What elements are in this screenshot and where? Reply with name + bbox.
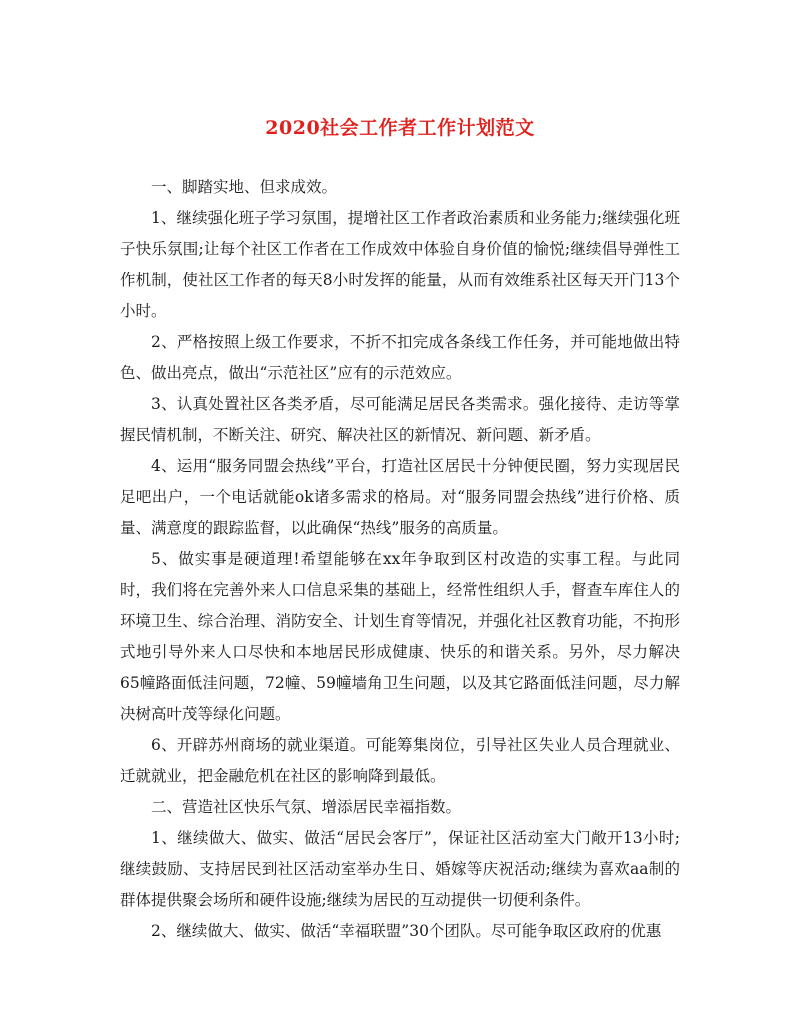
- paragraph: 4、运用“服务同盟会热线”平台，打造社区居民十分钟便民圈，努力实现居民足吧出户，一个电话就能ok诸多需求的格局。对“服务同盟会热线”进行价格、质量、满意度的跟踪监督，以此确保“热线”服务的高质量。: [120, 457, 680, 537]
- paragraph: 3、认真处置社区各类矛盾，尽可能满足居民各类需求。强化接待、走访等掌握民情机制，不断关注、研究、解决社区的新情况、新问题、新矛盾。: [120, 395, 680, 444]
- document-body: [120, 172, 680, 947]
- paragraph: 2、严格按照上级工作要求，不折不扣完成各条线工作任务，并可能地做出特色、做出亮点，做出“示范社区”应有的示范效应。: [120, 333, 680, 382]
- document-title: 2020社会工作者工作计划范文: [265, 117, 535, 139]
- paragraph: 1、继续强化班子学习氛围，提增社区工作者政治素质和业务能力;继续强化班子快乐氛围;让每个社区工作者在工作成效中体验自身价值的愉悦;继续倡导弹性工作机制，使社区工作者的每天8小时发挥的能量，从而有效维系社区每天开门13个小时。: [120, 209, 680, 320]
- paragraph: 二、营造社区快乐气氛、增添居民幸福指数。: [151, 798, 462, 816]
- paragraph: 5、做实事是硬道理!希望能够在xx年争取到区村改造的实事工程。与此同时，我们将在完善外来人口信息采集的基础上，经常性组织人手，督查车库住人的环境卫生、综合治理、消防安全、计划生育等情况，并强化社区教育功能，不拘形式地引导外来人口尽快和本地居民形成健康、快乐的和谐关系。另外，尽力解决65幢路面低洼问题，72幢、59幢墙角卫生问题，以及其它路面低洼问题，尽力解决树高叶茂等绿化问题。: [120, 550, 680, 723]
- paragraph: 2、继续做大、做实、做活“幸福联盟”30个团队。尽可能争取区政府的优惠: [151, 922, 662, 940]
- paragraph: 一、脚踏实地、但求成效。: [151, 178, 338, 196]
- paragraph: 1、继续做大、做实、做活“居民会客厅”，保证社区活动室大门敞开13小时;继续鼓励、支持居民到社区活动室举办生日、婚嫁等庆祝活动;继续为喜欢aa制的群体提供聚会场所和硬件设施;继续为居民的互动提供一切便利条件。: [120, 829, 680, 909]
- paragraph: 6、开辟苏州商场的就业渠道。可能筹集岗位，引导社区失业人员合理就业、迁就就业，把金融危机在社区的影响降到最低。: [120, 736, 680, 785]
